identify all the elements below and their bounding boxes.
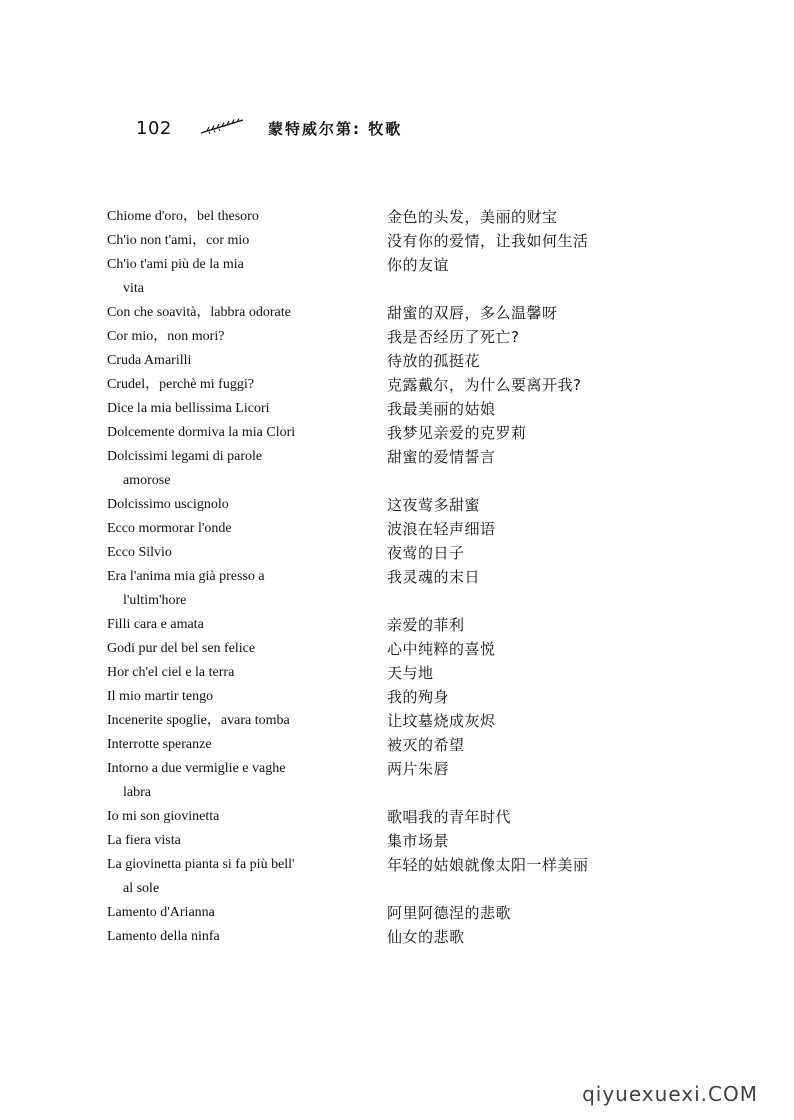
italian-title-text: Cor mio，non mori? — [107, 329, 225, 344]
italian-title-continuation: amorose — [123, 473, 171, 488]
chinese-translation: 歌唱我的青年时代 — [387, 808, 512, 826]
chinese-translation: 仙女的悲歌 — [387, 928, 465, 946]
running-title: 蒙特威尔第: 牧歌 — [268, 120, 403, 138]
italian-title-text: Godi pur del bel sen felice — [107, 641, 256, 656]
chinese-translation: 我最美丽的姑娘 — [387, 400, 496, 418]
chinese-translation: 这夜莺多甜蜜 — [387, 496, 481, 514]
chinese-translation: 待放的孤挺花 — [387, 352, 481, 370]
list-item — [107, 829, 667, 853]
chinese-translation: 两片朱唇 — [387, 760, 450, 778]
italian-title-text: La fiera vista — [107, 833, 181, 848]
list-item — [107, 253, 667, 301]
list-item — [107, 421, 667, 445]
chinese-translation: 没有你的爱情，让我如何生活 — [387, 232, 589, 250]
chinese-translation: 甜蜜的双唇，多么温馨呀 — [387, 304, 558, 322]
list-item — [107, 733, 667, 757]
italian-title — [107, 517, 387, 541]
italian-title-text: Chiome d'oro，bel thesoro — [107, 209, 259, 224]
italian-title — [107, 397, 387, 421]
list-item — [107, 517, 667, 541]
chinese-translation: 甜蜜的爱情誓言 — [387, 448, 496, 466]
list-item — [107, 805, 667, 829]
italian-title — [107, 685, 387, 709]
italian-title-text: Dolcemente dormiva la mia Clori — [107, 425, 296, 440]
chinese-translation: 年轻的姑娘就像太阳一样美丽 — [387, 856, 589, 874]
italian-title — [107, 421, 387, 445]
italian-title — [107, 565, 387, 613]
list-item — [107, 709, 667, 733]
page-header — [136, 112, 496, 146]
italian-title — [107, 901, 387, 925]
italian-title-text: Il mio martir tengo — [107, 689, 214, 704]
list-item — [107, 301, 667, 325]
italian-title — [107, 253, 387, 301]
italian-title — [107, 229, 387, 253]
chinese-translation: 克露戴尔，为什么要离开我? — [387, 376, 582, 394]
italian-title-continuation: l'ultim'hore — [123, 593, 187, 608]
list-item — [107, 445, 667, 493]
italian-title-text: Ch'io t'ami più de la mia — [107, 257, 244, 272]
list-item — [107, 397, 667, 421]
title-translation-list — [107, 205, 667, 949]
list-item — [107, 637, 667, 661]
italian-title — [107, 829, 387, 853]
page-number: 102 — [136, 118, 172, 139]
chinese-translation: 我梦见亲爱的克罗莉 — [387, 424, 527, 442]
list-item — [107, 205, 667, 229]
list-item — [107, 685, 667, 709]
italian-title — [107, 301, 387, 325]
italian-title-text: Filli cara e amata — [107, 617, 204, 632]
italian-title — [107, 805, 387, 829]
italian-title — [107, 853, 387, 901]
list-item — [107, 565, 667, 613]
italian-title — [107, 925, 387, 949]
italian-title-text: Io mi son giovinetta — [107, 809, 220, 824]
italian-title — [107, 445, 387, 493]
chinese-translation: 我灵魂的末日 — [387, 568, 481, 586]
chinese-translation: 金色的头发，美丽的财宝 — [387, 208, 558, 226]
chinese-translation: 夜莺的日子 — [387, 544, 465, 562]
list-item — [107, 925, 667, 949]
list-item — [107, 325, 667, 349]
italian-title — [107, 661, 387, 685]
italian-title — [107, 709, 387, 733]
chinese-translation: 阿里阿德涅的悲歌 — [387, 904, 512, 922]
italian-title-text: Hor ch'el ciel e la terra — [107, 665, 235, 680]
chinese-translation: 被灭的希望 — [387, 736, 465, 754]
italian-title-text: Ecco mormorar l'onde — [107, 521, 232, 536]
italian-title-text: Dolcissimo uscignolo — [107, 497, 229, 512]
chinese-translation: 我是否经历了死亡? — [387, 328, 520, 346]
italian-title — [107, 205, 387, 229]
list-item — [107, 901, 667, 925]
italian-title-text: Intorno a due vermiglie e vaghe — [107, 761, 286, 776]
list-item — [107, 493, 667, 517]
italian-title-text: La giovinetta pianta si fa più bell' — [107, 857, 295, 872]
italian-title-continuation: vita — [123, 281, 144, 296]
italian-title — [107, 733, 387, 757]
italian-title-text: Crudel，perchè mi fuggi? — [107, 377, 254, 392]
list-item — [107, 853, 667, 901]
chinese-translation: 天与地 — [387, 664, 434, 682]
chinese-translation: 你的友谊 — [387, 256, 450, 274]
italian-title — [107, 373, 387, 397]
italian-title-text: Ecco Silvio — [107, 545, 172, 560]
chinese-translation: 亲爱的菲利 — [387, 616, 465, 634]
italian-title-text: Dolcissimi legami di parole — [107, 449, 263, 464]
italian-title-text: Dice la mia bellissima Licori — [107, 401, 270, 416]
italian-title — [107, 325, 387, 349]
list-item — [107, 757, 667, 805]
list-item — [107, 661, 667, 685]
chinese-translation: 我的殉身 — [387, 688, 450, 706]
italian-title-continuation: al sole — [123, 881, 160, 896]
chinese-translation: 让坟墓烧成灰烬 — [387, 712, 496, 730]
italian-title — [107, 637, 387, 661]
italian-title — [107, 493, 387, 517]
italian-title-text: Cruda Amarilli — [107, 353, 192, 368]
list-item — [107, 541, 667, 565]
list-item — [107, 373, 667, 397]
italian-title — [107, 757, 387, 805]
italian-title-text: Era l'anima mia già presso a — [107, 569, 265, 584]
italian-title-text: Ch'io non t'ami，cor mio — [107, 233, 250, 248]
italian-title — [107, 613, 387, 637]
italian-title — [107, 541, 387, 565]
chinese-translation: 心中纯粹的喜悦 — [387, 640, 496, 658]
italian-title-continuation: labra — [123, 785, 151, 800]
italian-title-text: Con che soavità，labbra odorate — [107, 305, 291, 320]
chinese-translation: 波浪在轻声细语 — [387, 520, 496, 538]
italian-title — [107, 349, 387, 373]
list-item — [107, 349, 667, 373]
italian-title-text: Incenerite spoglie，avara tomba — [107, 713, 290, 728]
list-item — [107, 613, 667, 637]
list-item — [107, 229, 667, 253]
italian-title-text: Lamento della ninfa — [107, 929, 220, 944]
quill-pen-icon — [199, 116, 245, 140]
italian-title-text: Lamento d'Arianna — [107, 905, 215, 920]
italian-title-text: Interrotte speranze — [107, 737, 212, 752]
chinese-translation: 集市场景 — [387, 832, 450, 850]
site-watermark: qiyuexuexi.COM — [582, 1082, 758, 1106]
